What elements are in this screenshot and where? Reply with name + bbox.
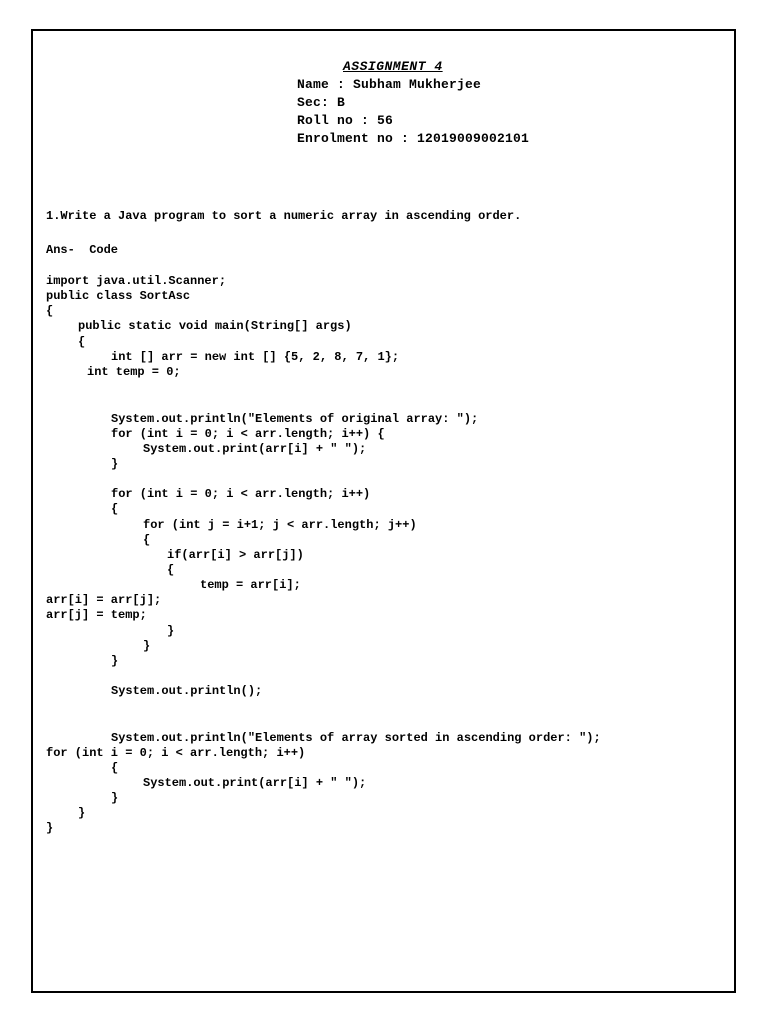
code-line: { xyxy=(143,533,151,547)
code-line: int temp = 0; xyxy=(87,365,181,379)
assignment-title: ASSIGNMENT 4 xyxy=(343,59,443,74)
student-section: Sec: B xyxy=(297,95,346,110)
code-line: } xyxy=(143,639,151,653)
question-text: 1.Write a Java program to sort a numeric array in ascending order. xyxy=(46,209,522,223)
student-name: Name : Subham Mukherjee xyxy=(297,77,482,92)
code-line: System.out.print(arr[i] + " "); xyxy=(143,776,367,790)
code-line: for (int i = 0; i < arr.length; i++) xyxy=(46,746,306,760)
page-border xyxy=(31,29,736,993)
code-line: System.out.print(arr[i] + " "); xyxy=(143,442,367,456)
code-line: for (int i = 0; i < arr.length; i++) xyxy=(111,487,371,501)
code-line: System.out.println("Elements of array sorted in ascending order: "); xyxy=(111,731,601,745)
code-line: } xyxy=(111,457,119,471)
code-line: { xyxy=(111,502,119,516)
code-line: } xyxy=(111,654,119,668)
code-line: { xyxy=(167,563,175,577)
code-line: temp = arr[i]; xyxy=(200,578,301,592)
code-line: System.out.println(); xyxy=(111,684,263,698)
student-enrolment-number: Enrolment no : 12019009002101 xyxy=(297,131,530,146)
code-line: } xyxy=(111,791,119,805)
code-line: { xyxy=(46,304,54,318)
code-line: arr[j] = temp; xyxy=(46,608,147,622)
code-line: if(arr[i] > arr[j]) xyxy=(167,548,304,562)
answer-label: Ans- Code xyxy=(46,243,119,257)
code-line: for (int j = i+1; j < arr.length; j++) xyxy=(143,518,417,532)
code-line: System.out.println("Elements of original array: "); xyxy=(111,412,479,426)
code-line: } xyxy=(78,806,86,820)
code-line: { xyxy=(78,335,86,349)
code-line: import java.util.Scanner; xyxy=(46,274,227,288)
code-line: public static void main(String[] args) xyxy=(78,319,352,333)
code-line: int [] arr = new int [] {5, 2, 8, 7, 1}; xyxy=(111,350,400,364)
code-line: for (int i = 0; i < arr.length; i++) { xyxy=(111,427,385,441)
code-line: } xyxy=(46,821,54,835)
code-line: } xyxy=(167,624,175,638)
code-line: public class SortAsc xyxy=(46,289,191,303)
student-roll-number: Roll no : 56 xyxy=(297,113,394,128)
code-line: arr[i] = arr[j]; xyxy=(46,593,162,607)
code-line: { xyxy=(111,761,119,775)
